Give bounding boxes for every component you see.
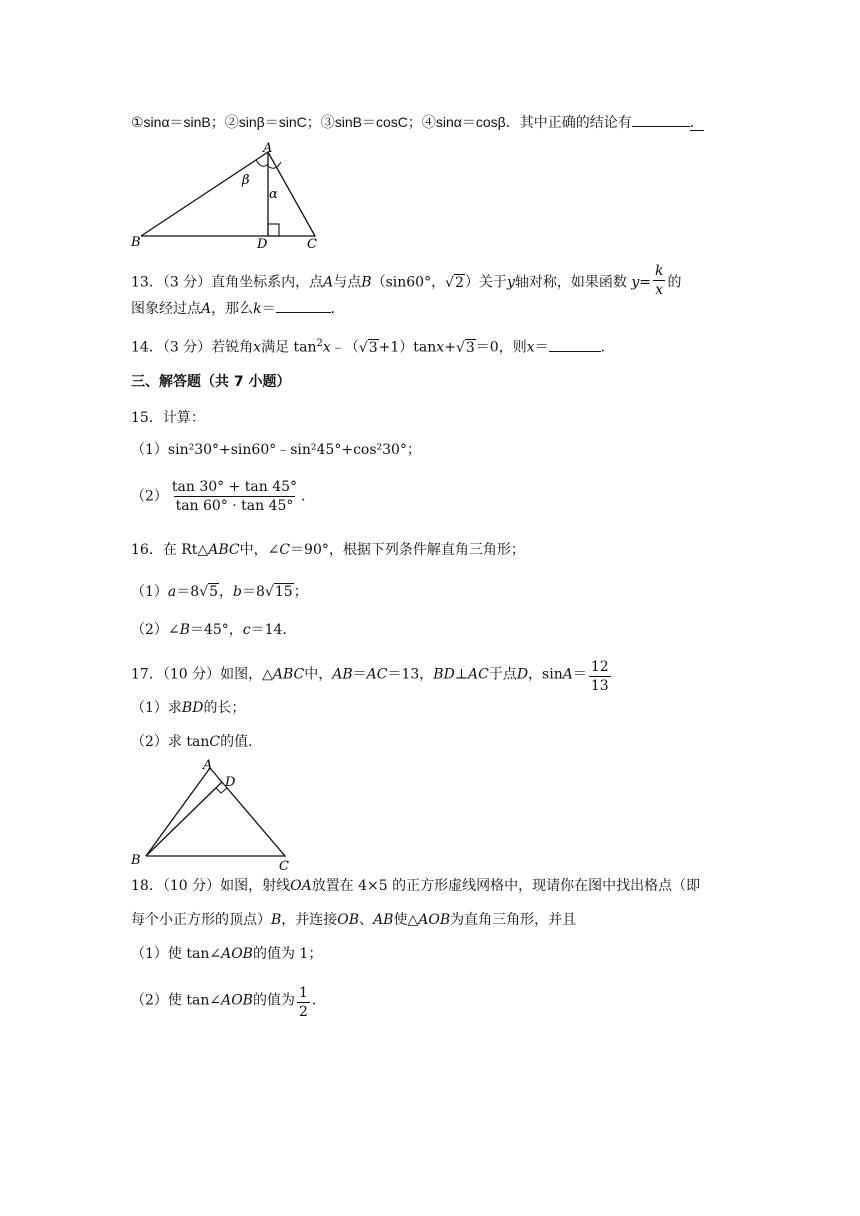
label-B: B <box>131 235 141 250</box>
q18-line1: 18．（10 分）如图，射线OA放置在 4×5 的正方形虚线网格中，现请你在图中找出格点（即 <box>131 878 701 894</box>
label-B: B <box>131 853 141 868</box>
q12-statements-line: ①sinα＝sinB；②sinβ＝sinC；③sinB＝cosC；④sinα＝cosβ．其中正确的结论有 ． <box>131 114 704 130</box>
label-D: D <box>225 775 236 790</box>
label-C: C <box>307 237 317 252</box>
figure-triangle-abd <box>125 140 325 252</box>
q16-part1: （1）a＝8√5，b＝8√15； <box>131 584 308 600</box>
q13-line2: 图象经过点A，那么k＝ ． <box>131 298 345 319</box>
fraction-k-over-x: $\frac{k}{x}$ <box>654 263 664 298</box>
label-A: A <box>263 141 273 156</box>
q13-line1: 13．（3 分）直角坐标系内，点A与点B（sin60°，√2）关于y轴对称，如果函数 y= $\frac{k}{x}$ 的 <box>131 263 682 298</box>
fraction-tan: $\frac{\tan 30^\circ + \tan 45^\circ}{\tan 60^\circ \cdot \tan 45^\circ}$ <box>171 479 298 514</box>
q15-title: 15．计算： <box>131 410 205 426</box>
section-heading: 三、解答题（共 7 小题） <box>131 374 291 390</box>
label-D: D <box>257 237 268 252</box>
figure-triangle-abc <box>125 752 300 874</box>
q15-part1: （1）sin²30°+sin60°﹣sin²45°+cos²30°； <box>131 442 421 458</box>
q12-statements: ①sinα＝sinB；②sinβ＝sinC；③sinB＝cosC；④sinα＝cosβ．其中正确的结论有 <box>131 114 632 130</box>
label-C: C <box>279 859 289 874</box>
fraction-1-2: $\frac{1}{2}$ <box>298 985 308 1020</box>
q17-part2: （2）求 tanC的值． <box>131 734 263 750</box>
fraction-12-13: $\frac{12}{13}$ <box>590 659 609 694</box>
q18-line2: 每个小正方形的顶点）B，并连接OB、AB使△AOB为直角三角形，并且 <box>131 912 577 928</box>
q18-part2: （2）使 tan∠AOB的值为 $\frac{1}{2}$ ． <box>131 985 326 1020</box>
answer-blank <box>549 337 601 352</box>
label-A: A <box>203 758 213 773</box>
q16-title: 16．在 Rt△ABC中，∠C＝90°，根据下列条件解直角三角形； <box>131 542 525 558</box>
q17-part1: （1）求BD的长； <box>131 700 246 716</box>
sqrt-2: √2 <box>445 274 464 291</box>
label-alpha: α <box>269 187 278 202</box>
label-beta: β <box>242 173 250 188</box>
answer-blank <box>632 112 690 127</box>
q18-part1: （1）使 tan∠AOB的值为 1； <box>131 946 323 962</box>
answer-blank <box>276 298 331 313</box>
q16-part2: （2）∠B＝45°，c＝14． <box>131 622 297 638</box>
q15-part2: （2） $\frac{\tan 30^\circ + \tan 45^\circ}{\tan 60^\circ \cdot \tan 45^\circ}$ ． <box>131 479 316 514</box>
q14-line: 14．（3 分）若锐角x满足 $\tan^2x﹣(√3+1)\tan x+√3=0$，则x＝ ． <box>131 338 615 356</box>
q17-title: 17．（10 分）如图，△ABC中，AB＝AC＝13，BD⊥AC于点D，sinA＝ $\frac{12}{13}$ <box>131 659 609 694</box>
